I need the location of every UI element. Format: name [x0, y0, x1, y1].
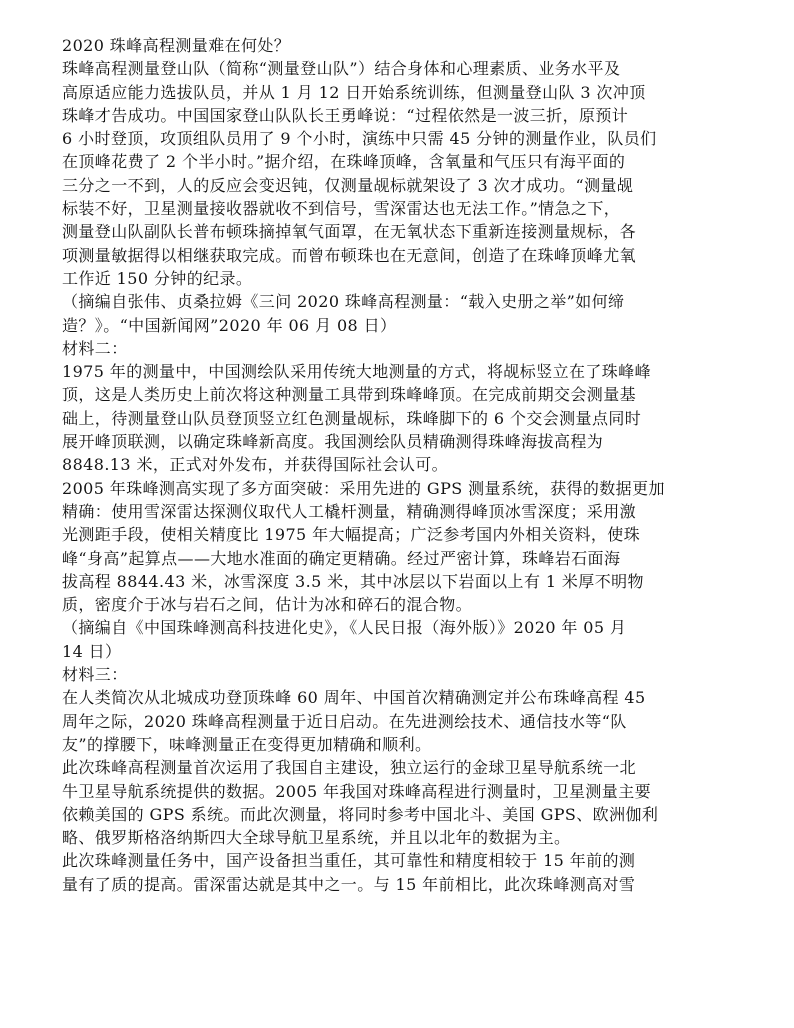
- text-line: 质，密度介于冰与岩石之间，估计为冰和碎石的混合物。: [62, 595, 473, 615]
- section-heading: 材料二：: [62, 338, 128, 358]
- text-line: 光测距手段，使相关精度比 1975 年大幅提高；广泛参考国内外相关资料，使珠: [62, 525, 641, 545]
- text-line: 珠峰才告成功。中国国家登山队队长王勇峰说：“过程依然是一波三折，原预计: [62, 105, 629, 125]
- text-line: 项测量敏据得以相继获取完成。而曾布顿珠也在无意间，创造了在珠峰顶峰尤氧: [62, 245, 637, 265]
- text-line: 展开峰顶联测，以确定珠峰新高度。我国测绘队员精确测得珠峰海拔高程为: [62, 432, 604, 452]
- document-text: [62, 34, 742, 896]
- text-line: 在顶峰花费了 2 个半小时。”据介绍，在珠峰顶峰，含氧量和气压只有海平面的: [62, 152, 626, 172]
- text-line: 标装不好，卫星测量接收器就收不到信号，雪深雷达也无法工作。”情急之下，: [62, 199, 621, 219]
- text-line: 峰“身高”起算点——大地水准面的确定更精确。经过严密计算，珠峰岩石面海: [62, 548, 621, 568]
- text-line: 精确：使用雪深雷达探测仪取代人工橇杆测量，精确测得峰顶冰雪深度；采用激: [62, 501, 637, 521]
- text-line: 1975 年的测量中，中国测绘队采用传统大地测量的方式，将觇标竖立在了珠峰峰: [62, 362, 652, 382]
- text-line: 友”的撑腰下，味峰测量正在变得更加精确和顺利。: [62, 734, 432, 754]
- text-line: 高原适应能力选拔队员，并从 1 月 12 日开始系统训练，但测量登山队 3 次冲顶: [62, 82, 646, 102]
- citation-line: 造？》。“中国新闻网”2020 年 06 月 08 日）: [62, 315, 397, 335]
- text-line: 量有了质的提高。雷深雷达就是其中之一。与 15 年前相比，此次珠峰测高对雪: [62, 874, 636, 894]
- text-line: 础上，待测量登山队员登顶竖立红色测量觇标，珠峰脚下的 6 个交会测量点同时: [62, 408, 642, 428]
- text-line: 测量登山队副队长普布顿珠摘掉氧气面罩，在无氧状态下重新连接测量规标，各: [62, 222, 637, 242]
- citation-line: 14 日）: [62, 641, 122, 661]
- text-line: 周年之际，2020 珠峰高程测量于近日启动。在先进测绘技术、通信技水等“队: [62, 711, 627, 731]
- text-line: 2020 珠峰高程测量难在何处？: [62, 36, 291, 55]
- text-line: 牛卫星导航系统提供的数据。2005 年我国对珠峰高程进行测量时，卫星测量主要: [62, 781, 652, 801]
- citation-line: （摘编自张伟、贞桑拉姆《三问 2020 珠峰高程测量：“载入史册之举”如何缔: [62, 292, 625, 312]
- text-line: 8848.13 米，正式对外发布，并获得国际社会认可。: [62, 455, 449, 475]
- text-line: 2005 年珠峰测高实现了多方面突破：采用先进的 GPS 测量系统，获得的数据更加: [62, 478, 665, 498]
- text-line: 工作近 150 分钟的纪录。: [62, 268, 253, 288]
- text-line: 略、俄罗斯格洛纳斯四大全球导航卫星系统，并且以北年的数据为主。: [62, 828, 571, 848]
- text-line: 珠峰高程测量登山队（简称“测量登山队”）结合身体和心理素质、业务水平及: [62, 59, 621, 79]
- text-line: 此次珠峰测量任务中，国产设备担当重任，其可靠性和精度相较于 15 年前的测: [62, 851, 636, 871]
- text-line: 此次珠峰高程测量首次运用了我国自主建设，独立运行的金球卫星导航系统一北: [62, 758, 637, 778]
- text-line: 在人类简次从北城成功登顶珠峰 60 周年、中国首次精确测定并公布珠峰高程 45: [62, 688, 646, 708]
- text-line: 依赖美国的 GPS 系统。而此次测量，将同时参考中国北斗、美国 GPS、欧洲伽利: [62, 804, 659, 824]
- text-line: 三分之一不到，人的反应会变迟钝，仅测量觇标就架设了 3 次才成功。“测量觇: [62, 175, 634, 195]
- text-line: 拔高程 8844.43 米，冰雪深度 3.5 米，其中冰层以下岩面以上有 1 米厚不明物: [62, 571, 644, 591]
- citation-line: （摘编自《中国珠峰测高科技进化史》，《人民日报（海外版）》2020 年 05 月: [62, 618, 627, 638]
- section-heading: 材料三：: [62, 665, 128, 685]
- text-line: 顶，这是人类历史上前次将这种测量工具带到珠峰峰顶。在完成前期交会测量基: [62, 385, 637, 405]
- text-line: 6 小时登顶，攻顶组队员用了 9 个小时，演练中只需 45 分钟的测量作业，队员们: [62, 129, 657, 149]
